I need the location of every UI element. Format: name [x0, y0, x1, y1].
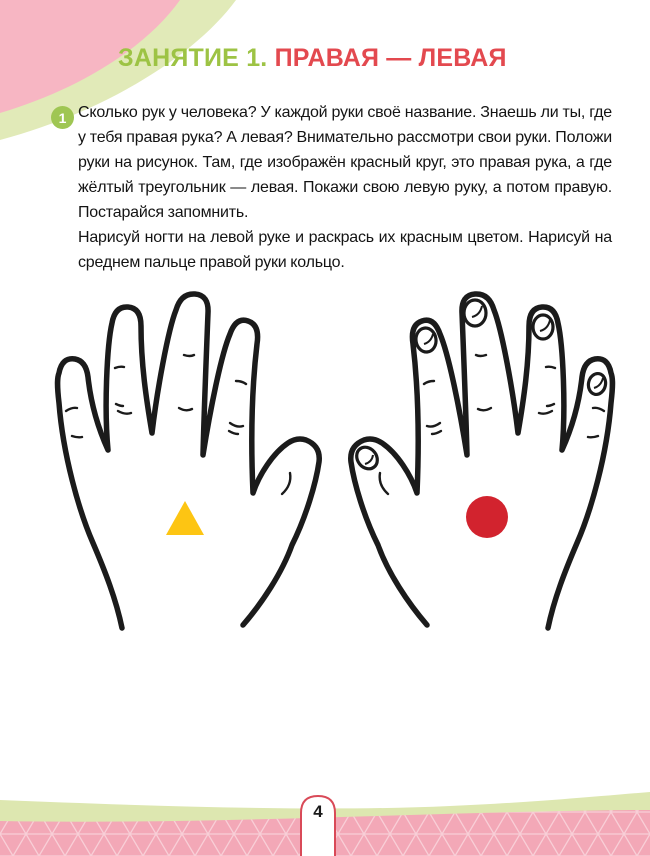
left-hand-figure [58, 294, 320, 628]
red-circle-marker [466, 496, 508, 538]
task-paragraph-2: Нарисуй ногти на левой руке и раскрась их красным цветом. Нарисуй на среднем пальце правой руки кольцо. [78, 229, 612, 271]
page-number: 4 [313, 802, 323, 821]
task-paragraph-1: Сколько рук у человека? У каждой руки своё название. Знаешь ли ты, где у тебя правая рука? А левая? Внимательно рассмотри свои руки. Положи руки на рисунок. Там, где изображён красный круг, это правая рука, а где жёлтый треугольник — левая. Покажи свою левую руку, а потом правую. Постарайся запомнить. [78, 104, 612, 221]
lesson-label: ЗАНЯТИЕ 1. [118, 44, 268, 72]
hands-illustration [40, 283, 620, 648]
lesson-title: ПРАВАЯ — ЛЕВАЯ [274, 44, 507, 72]
task-text [78, 100, 612, 275]
right-hand-figure [351, 294, 613, 628]
task-number-badge: 1 [51, 106, 74, 129]
page-title [118, 44, 507, 73]
page-footer-border [0, 790, 650, 856]
